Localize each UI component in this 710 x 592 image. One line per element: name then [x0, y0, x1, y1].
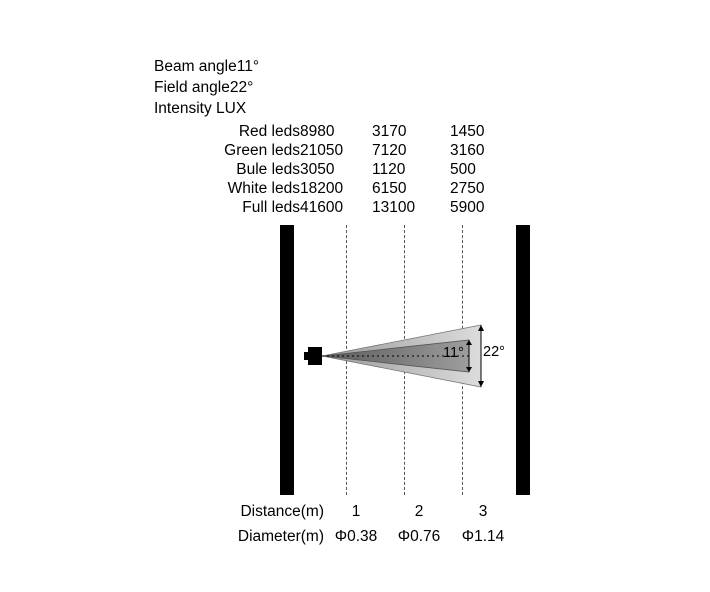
row-white-d2: 6150 — [372, 180, 407, 197]
row-label-blue: Bule leds — [236, 161, 300, 178]
distance-value-2: 2 — [414, 503, 424, 520]
row-full-d1: 41600 — [300, 199, 344, 216]
row-full-d3: 5900 — [450, 199, 485, 216]
field-angle-annotation: 22° — [483, 344, 505, 360]
row-white-d3: 2750 — [450, 180, 485, 197]
distance-value-1: 1 — [351, 503, 361, 520]
beam-angle-annotation: 11° — [443, 345, 464, 361]
distance-diameter-table — [150, 498, 516, 550]
row-red-d3: 1450 — [450, 123, 485, 140]
diameter-value-1: Φ0.38 — [334, 528, 378, 545]
table-row — [152, 525, 514, 548]
distance-row-label: Distance(m) — [240, 503, 324, 520]
row-green-d3: 3160 — [450, 142, 485, 159]
row-label-white: White leds — [227, 180, 300, 197]
row-blue-d3: 500 — [450, 161, 476, 178]
row-full-d2: 13100 — [372, 199, 416, 216]
row-label-red: Red leds — [238, 123, 300, 140]
distance-value-3: 3 — [478, 503, 488, 520]
row-label-green: Green leds — [224, 142, 300, 159]
row-blue-d2: 1120 — [372, 161, 406, 178]
field-angle-line: Field angle22° — [154, 79, 254, 96]
row-white-d1: 18200 — [300, 180, 344, 197]
row-label-full: Full leds — [242, 199, 300, 216]
row-green-d1: 21050 — [300, 142, 344, 159]
row-blue-d1: 3050 — [300, 161, 335, 178]
light-fixture-icon — [308, 347, 322, 365]
row-red-d2: 3170 — [372, 123, 407, 140]
beam-angle-line: Beam angle11° — [154, 58, 260, 75]
row-green-d2: 7120 — [372, 142, 407, 159]
diameter-row-label: Diameter(m) — [237, 528, 324, 545]
diameter-value-2: Φ0.76 — [397, 528, 441, 545]
intensity-unit-line: Intensity LUX — [154, 100, 247, 117]
row-red-d1: 8980 — [300, 123, 335, 140]
diameter-value-3: Φ1.14 — [461, 528, 505, 545]
table-row — [152, 500, 514, 523]
